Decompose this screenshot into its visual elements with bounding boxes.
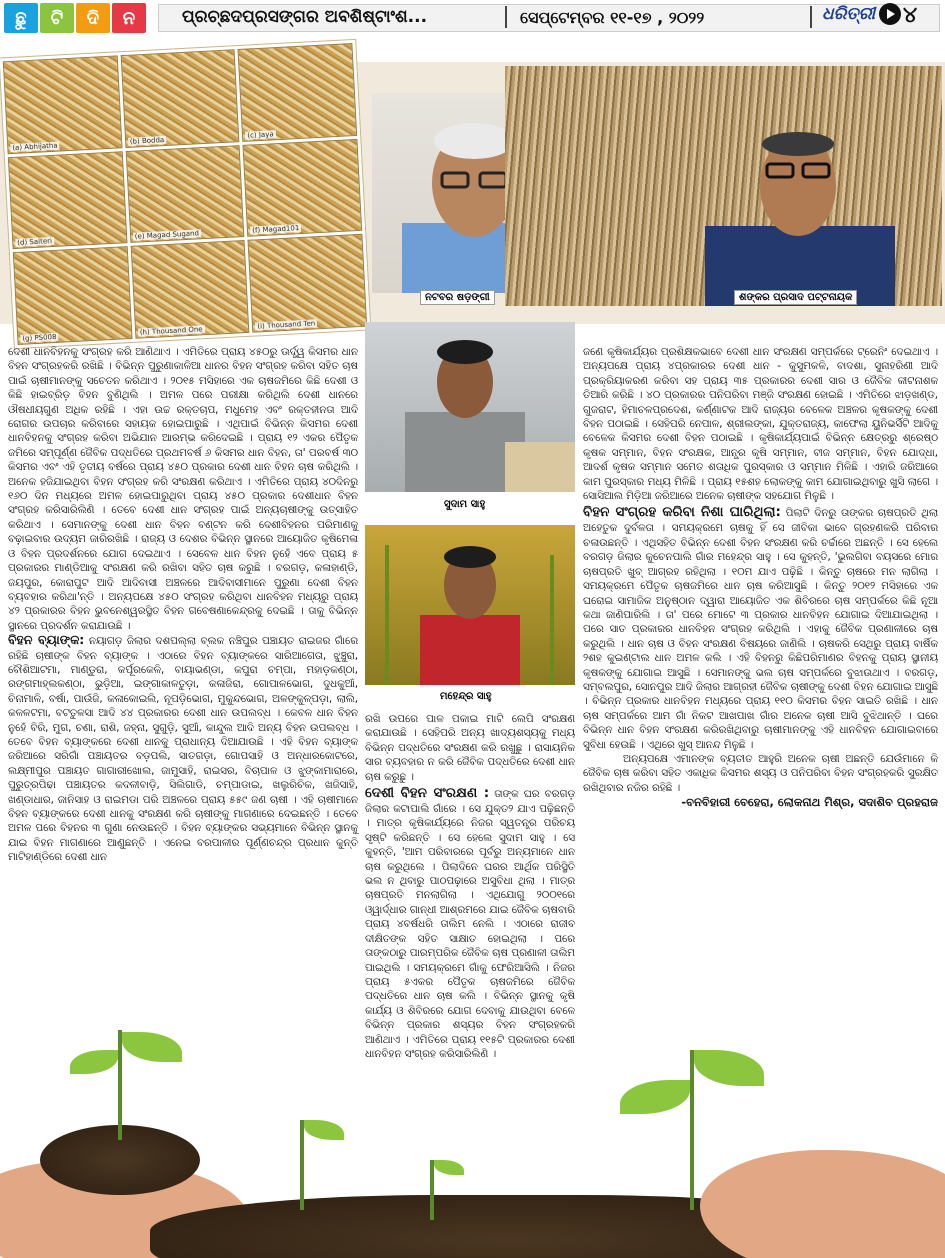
logo-tile-4: ନ: [112, 3, 146, 33]
rice-varieties-photo: [0, 39, 371, 349]
seedling-leaf: [694, 1050, 764, 1086]
section-heading: ଦେଶୀ ବିହନ ସଂରକ୍ଷଣ :: [365, 785, 490, 802]
section-logo: [4, 3, 146, 33]
article-paragraph: ରଖି ଉପରେ ପାଳ ପକାଇ ମାଟି ଲେପି ସଂରକ୍ଷଣ କରାଯାଉଛି । ସେହିପରି ଅନ୍ୟ ଖାଦ୍ୟଶସ୍ୟକୁ ମଧ୍ୟ ବିଭିନ୍ନ ପଦ୍ଧତିରେ ସଂରକ୍ଷଣ କରି ରଖୁଛୁ । ରାସାୟନିକ ସାର ବ୍ୟବହାର ନ କରି ଜୈବିକ ପଦ୍ଧତିରେ ଦେଶୀ ଧାନ ଚାଷ କରୁଛୁ ।: [365, 713, 575, 783]
logo-tile-1: ଛୁ: [4, 3, 38, 33]
logo-tile-3: ଦି: [76, 3, 110, 33]
article-column-3: [583, 345, 938, 1010]
grain-sample: (h) Thousand One: [130, 240, 249, 339]
grain-sample: (a) Abhijatha: [3, 55, 122, 154]
grain-sample: (c) Jaya: [238, 43, 357, 142]
article-paragraph: ବିହନ ସଂଗ୍ରହ କରିବା ନିଶା ଘାରିଥିଲା: ପିଲାଟି ଦିନରୁ ତାଙ୍କର ଚାଷପ୍ରତି ଥିଲା ଅହେତୁକ ଦୁର୍ବଳତା । ସମୟକ୍ରମେ ଚାଷକୁ ହିଁ ସେ ଜୀବିକା ଭାବେ ଗ୍ରହଣକରି ପରିବାର ଚଳାଉଛନ୍ତି । ଏଥିସହିତ ବିଭିନ୍ନ ଦେଶୀ ବିହନ ସଂରକ୍ଷଣ କରି ଚର୍ଚ୍ଚାରେ ଅଛନ୍ତି । ସେ ହେଲେ ବରଗଡ଼ ଜିଲାର କୁଚେନପାଲି ଗାଁର ମହେନ୍ଦ୍ର ସାହୁ । ସେ କୁହନ୍ତି, 'ଭୁଲଗିବା ବୟସରେ ମୋର ଚାଷପ୍ରତି ଖୁବ୍ ଆଗ୍ରହ ରହିଥିଲା । ୧୦ମ ଯାଏ ପଢ଼ିଛି । କିନ୍ତୁ ଚାଷରେ ମନ ଲାଗିଲା । ସମୟକ୍ରମେ ପୈତୃକ ଚାଷଜମିରେ ଧାନ ଚାଷ କରିଆସୁଛି । କିନ୍ତୁ ୨୦୧୨ ମସିହାରେ ଏକ ଘରୋଇ ସାମାଜିକ ଅନୁଷ୍ଠାନ ଦ୍ୱାରା ଆୟୋଜିତ ଏକ ଶିବିରରେ ଚାଷ ସମ୍ପର୍କରେ କିଛି ନୂଆ କଥା ଜାଣିପାରିଲି । ତା' ପରେ ମୋଟେ ୩ ପ୍ରକାର ଧାନବିହନ ଯୋଗାଇ ଦିଆଯାଇଥିଲା । ପରେ ସାତ ପ୍ରକାରର ଧାନବିହନ ସଂଗ୍ରହ କରିଥିଲି । ଏହାକୁ ଜୈବିକ ପ୍ରଣାଳୀରେ ଚାଷ କରୁଥିଲି । ଧାନ ଚାଷ ଓ ବିହନ ସଂରକ୍ଷଣ ବିଷୟରେ ଜାଣିଲି । ଚାଷକରି ସେଥିରୁ ପ୍ରାୟ ବାର୍ଷିକ ୨ଶହ କୁଇଣ୍ଟାଲ ଧାନ ଅମଳ କଲି । ଏହି ବିହନରୁ କିଛିପରିମାଣର ବିହନକୁ ପ୍ରାୟ ସ୍ଥାନୀୟ କୃଷକଙ୍କୁ ଯୋଗାଇ ଆସୁଛି । ସେମାନଙ୍କୁ ଭଲ ଚାଷ ସମ୍ପର୍କରେ ବୁଝାଉଥାଏ । ବରଗଡ଼, ସମ୍ବଲପୁର, ସୋନପୁର ଆଦି ଜିଲାର ଆଗ୍ରହୀ ଜୈବିକ ଚାଷୀଙ୍କୁ ଦେଶୀ ବିହନ ଯୋଗାଇ ଆସୁଛି । ବିଭିନ୍ନ ପ୍ରକାର ଧାନବିହନ ମଧ୍ୟରେ ପ୍ରାୟ ୧୧୦ କିସମର ବିହନ ସାଇତି ରଖିଛି । ଧାନ ଚାଷ ସମ୍ପର୍କରେ ଆମ ଗାଁ ନିକଟ ଆଖପାଖ ଗାଁର ଅନେକ ଚାଷୀ ଆସି ବୁଝିଥାନ୍ତି । ଘରେ ବିଭିନ୍ନ ଧାନ ବିହନ ସଂରକ୍ଷଣ କରିରଖିଥିବାରୁ ଚାଷୀମାନଙ୍କୁ ଏହି ଧାନବିହନ ଯୋଗାଇବାରେ ସୁବିଧା ହେଉଛି । ଏଥିରେ ଖୁସ୍ ଆନନ୍ଦ ମିଳୁଛି ।: [583, 504, 938, 751]
logo-tile-2: ଟି: [40, 3, 74, 33]
section-heading: ବିହନ ସଂଗ୍ରହ କରିବା ନିଶା ଘାରିଥିଲା:: [583, 504, 781, 521]
page-header: [0, 0, 945, 34]
section-heading: ବିହନ ବ୍ୟାଙ୍କ:: [8, 632, 85, 648]
seedling-hands-illustration: [0, 1010, 945, 1258]
seedling-leaf: [70, 1050, 118, 1074]
seedling-leaf: [434, 1160, 464, 1175]
article-paragraph: ଦେଶୀ ଧାନବିହନକୁ ସଂଗ୍ରହ କରି ଆଣିଥାଏ । ଏମିତିରେ ପ୍ରାୟ ୪୫୦ରୁ ଊର୍ଦ୍ଧ୍ୱ କିସମର ଧାନ ବିହନ ସଂଗ୍ରହକରି ରଖିଛି । ବିଭିନ୍ନ ପୁରୁଣାକାଳିଆ ଧାନର ବିହନ ସଂଗ୍ରହ କରିବା ସହିତ ଚାଷ ପାଇଁ ଚାଷୀମାନଙ୍କୁ ସଚେତନ କରିଥାଏ । ୨୦୧୫ ମସିହାରେ ଏକ ଚାଷଜମିରେ କିଛି ଦେଶୀ ଓ କିଛି ହାଇବ୍ରିଡ଼ ବିହନ ବୁଣିଥିଲି । ଅମଳ ପରେ ପରୀକ୍ଷା କରିଥିଲି ଦେଶୀ ଧାନରେ ଔଷଧୀୟଗୁଣ ଅଧିକ ରହିଛି । ଏହା ଉଚ୍ଚ ରକ୍ତଚାପ, ମଧୁମେହ ଏବଂ ରକ୍ତହୀନତା ଆଦି ରୋଗର ଉପଚାର କରିବାରେ ସହାୟକ ହୋଇପାରୁଛି । ଏଥିପାଇଁ ବିଭିନ୍ନ କିସମର ଦେଶୀ ଧାନବିହନକୁ ସଂଗ୍ରହ କରିବା ଅଭିଯାନ ଆରମ୍ଭ କରିଦେଇଛି । ପ୍ରାୟ ୧୨ ଏକର ପୈତୃକ ଜମିରେ ସମ୍ପୂର୍ଣ୍ଣ ଜୈବିକ ପଦ୍ଧତିରେ ପ୍ରଥମବର୍ଷ ୬ କିସମର ଧାନ ବିହନ, ତା' ପରବର୍ଷ ୩୦ କିସମର ଏବଂ ଏହି ତୃତୀୟ ବର୍ଷରେ ପ୍ରାୟ ୪୫୦ ପ୍ରକାର ଦେଶୀ ଧାନ ବିହନ ଚାଷ କରିଥିଲି । ଅନେକ ହଜିଯାଇଥିବା ବିହନ ସଂଗ୍ରହ କରି ସଂରକ୍ଷଣ କରିଥାଏ । ଏମିତିରେ ପ୍ରାୟ ୪୦ଦିନରୁ ୧୬୦ ଦିନ ମଧ୍ୟରେ ଅମଳ ହୋଇପାରୁଥିବା ପ୍ରାୟ ୪୫୦ ପ୍ରକାର ଦେଶୀଧାନ ବିହନ ସଂଗ୍ରହ କରିସାରିଲିଣି । ତେବେ ଦେଶୀ ଧାନ ସଂଗ୍ରହ ପାଇଁ ଅନ୍ୟଚାଷୀଙ୍କୁ ଉତ୍ସାହିତ କରିଥାଏ । ସେମାନଙ୍କୁ ଦେଶୀ ଧାନ ବିହନ ବଣ୍ଟନ କରି ଦେଶୀବିହନର ପରିମାଣକୁ ବଢ଼ାଇବାର ଉଦ୍ୟମ ଜାରିରଖିଛି । ରାଜ୍ୟ ଓ ଦେଶର ବିଭିନ୍ନ ସ୍ଥାନରେ ଆୟୋଜିତ କୃଷିମେଳା ଓ ବିହନ ପ୍ରଦର୍ଶନରେ ଯୋଗ ଦେଇଥାଏ । ସେବେଳ ଧାନ ବିହନ ନୁହେଁ ଏବେ ପ୍ରାୟ ୫ ପ୍ରକାରର ମାଣ୍ଡିଆକୁ ସଂରକ୍ଷଣ କରି ରଖିବା ସହିତ ଚାଷ କରୁଛି । ବରଗଡ଼, କଳାହାଣ୍ଡି, ଜୟପୁର, କୋରାପୁଟ ଆଦି ଆଦିବାସୀ ଅଞ୍ଚଳରେ ଆଦିବାସୀମାନେ ପୁରୁଣା ଦେଶୀ ବିହନ ବ୍ୟବହାର କରିଥା'ନ୍ତି । ଅନ୍ୟପକ୍ଷେ ୪୫୦ ସଂଗ୍ରହ କରିଥିବା ଧାନବିହନ ମଧ୍ୟରୁ ପ୍ରାୟ ୪୨ ପ୍ରକାରର ବିହନ ଭୁବନେଶ୍ୱରସ୍ଥିତ ବିହନ ଗବେଷଣାକେନ୍ଦ୍ରକୁ ଦେଇଛି । ତାକୁ ବିଭିନ୍ନ ସ୍ଥାନରେ ପ୍ରଦର୍ଶନ କରାଯାଉଛି ।: [8, 346, 358, 632]
play-icon: [879, 3, 901, 25]
grain-sample: (b) Bodda: [120, 49, 239, 148]
grain-sample: (f) Magad101: [243, 139, 362, 238]
seedling-leaf: [122, 1032, 182, 1062]
photo-caption-4: ମହେନ୍ଦ୍ର ସାହୁ: [436, 690, 496, 703]
brand-name: ଧରିତ୍ରୀ: [822, 4, 876, 24]
article-paragraph: ଜଣେ କୃଷିକାର୍ଯ୍ୟର ପ୍ରଶିକ୍ଷକଭାବେ ଦେଶୀ ଧାନ ସଂରକ୍ଷଣ ସମ୍ପର୍କରେ ଟ୍ରେନିଂ ଦେଇଥାଏ । ଅନ୍ୟପକ୍ଷେ ପ୍ରାୟ ୪ପ୍ରକାରର ଦେଶୀ ଧାନ - କୁସୁମକଳି, ବାଦଶା, ସୁନାହରିଣୀ ଆଦି ପ୍ରକ୍ରିୟାକରଣ କରିବା ସହ ପ୍ରାୟ ୩୫ ପ୍ରକାରର ଦେଶୀ ସାର ଓ ଜୈବିକ କୀଟନାଶକ ତିଆରି କରିଛି । ୪୦ ପ୍ରକାରର ପନିପରିବା ମଞ୍ଜି ସଂରକ୍ଷଣ ହୋଇଛି । ଏମିତିରେ ଝାଡ଼ଖଣ୍ଡ, ଗୁଜରାଟ, ହିମାଚଳପ୍ରଦେଶ, କର୍ଣ୍ଣାଟକ ଆଦି ରାଜ୍ୟର ବେଳେକ ଅଞ୍ଚଳର କୃଷକଙ୍କୁ ଦେଶୀ ବିହନ ପଠାଇଛି । ସେହିପରି ନେପାଳ, ଶ୍ରୀଲଙ୍କା, ଯୁକ୍ତରାଜ୍ୟ, କାଫେଲା ୟୁନିଭର୍ସିଟି ଆଦିକୁ ବେଳେକ କିସମର ଦେଶୀ ବିହନ ପଠାଇଛି । କୃଷିକାର୍ଯ୍ୟପାଇଁ ବିଭିନ୍ନ କ୍ଷେତ୍ରରୁ ଶ୍ରେଷ୍ଠ କୃଷକ ସମ୍ମାନ, ବିହନ ସଂରକ୍ଷକ, ଆନ୍ଧ୍ର କୃଷି ସମ୍ମାନ, ବୀଜ ସମ୍ମାନ, ବିହନ ଯୋଦ୍ଧା, ଆଦର୍ଶ କୃଷକ ସମ୍ମାନ ସମେତ ଶତାଧିକ ପୁରସ୍କାର ଓ ସମ୍ମାନ ମିଳିଛି । ଏହାରି ଜରିଆରେ କାମ ପୁରସ୍କାର ମଧ୍ୟ ମିଳିଛି । ପ୍ରାୟ ୧୫ଶହ ଲୋକଙ୍କୁ କାମ ଯୋଗାଇଥିବାରୁ ଖୁସି ଲାଗେ । ସୋସିଆଲ ମିଡ଼ିଆ ଜରିଆରେ ଅନେକ ଚାଷୀଙ୍କ ସହଯୋଗ ମିଳୁଛି ।: [583, 346, 938, 503]
article-paragraph: ଅନ୍ୟପକ୍ଷେ ଏମାନଙ୍କ ବ୍ୟତୀତ ଆହୁରି ଅନେକ ଚାଷୀ ଅଛନ୍ତି ଯେଉଁମାନେ କି ଜୈବିକ ଚାଷ କରିବା ସହିତ ଏକାଧିକ କିସମର ଶସ୍ୟ ଓ ପନିପରିବା ବିହନ ସଂଗ୍ରହକରି ସୁରକ୍ଷିତ ରଖିଥିବାର ନଜିର ରହିଛି ।: [583, 752, 938, 794]
header-divider: [810, 6, 812, 28]
grain-sample: (e) Magad Sugand: [125, 145, 244, 244]
grain-sample: (g) PS008: [13, 246, 132, 345]
photo-caption-2: ଶଙ୍କର ପ୍ରସାଦ ପଟ୍ଟନାୟକ: [734, 290, 857, 305]
seedling-leaf: [304, 1120, 344, 1140]
issue-date: ସେପ୍ଟେମ୍ବର ୧୧-୧୭ , ୨୦୨୨: [520, 8, 705, 27]
portrait-photo-4: [365, 525, 575, 685]
photo-caption-3: ସୁଦାମ ସାହୁ: [440, 498, 489, 511]
header-divider: [505, 6, 507, 28]
article-column-1: [8, 345, 358, 1005]
hand-right: [700, 1150, 945, 1258]
grain-sample: (i) Thousand Ten: [248, 234, 367, 333]
article-paragraph: ଦେଶୀ ବିହନ ସଂରକ୍ଷଣ : ତାଙ୍କ ଘର ବରଗଡ଼ ଜିଲାର କଟାପାଲି ଗାଁରେ । ସେ ଯୁକ୍ତ୨ ଯାଏ ପଢ଼ିଛନ୍ତି । ମାତ୍ର କୃଷିକାର୍ଯ୍ୟରେ ନିଜର ସ୍ୱତନ୍ତ୍ର ପରିଚୟ ସୃଷ୍ଟି କରିଛନ୍ତି । ସେ ହେଲେ ସୁଦାମ ସାହୁ । ସେ କୁହନ୍ତି, 'ଆମ ପରିବାରରେ ପୂର୍ବରୁ ଅନ୍ୟମାନେ ଧାନ ଚାଷ କରୁଥିଲେ । ପିଲାଦିନେ ଘରର ଆର୍ଥିକ ପରିସ୍ଥିତି ଭଲ ନ ଥିବାରୁ ପାଠପଢ଼ାରେ ଅସୁବିଧା ଥିଲା । ମାତ୍ର ଚାଷପ୍ରତି ମନଲାଗିଲା । ଏଥିଯୋଗୁ ୨୦୦୧ରେ ଓ୍ୱାର୍ଦ୍ଧାର ଗାନ୍ଧୀ ଆଶ୍ରମରେ ଯାଇ ଜୈବିକ ଚାଷବାରି ପ୍ରାୟ ୪ବର୍ଷଧରି ତାଲିମ ନେଲି । ଏଠାରେ ରାଜୀବ ଦୀକ୍ଷିତଙ୍କ ସହିତ ସାକ୍ଷାତ ହୋଇଥିଲା । ପରେ ତାଙ୍କଠାରୁ ପାରମ୍ପରିକ ଜୈବିକ ଚାଷ ପ୍ରଣାଳୀ ତାଲିମ ପାଇଥିଲି । ସମୟକ୍ରମେ ଗାଁକୁ ଫେରିଆସିଲି । ନିଜର ପ୍ରାୟ ୫ଏକର ପୈତୃକ ଚାଷଜମିରେ ଜୈବିକ ପଦ୍ଧତିରେ ଧାନ ଚାଷ କଲି । ବିଭିନ୍ନ ସ୍ଥାନକୁ କୃଷି କାର୍ଯ୍ୟ ଓ ଶିବିରରେ ଯୋଗ ଦେବାକୁ ଯାଉଥିବା ବେଳେ ବିଭିନ୍ନ ପ୍ରକାର ଶସ୍ୟର ବିହନ ସଂଗ୍ରହକରି ଆଣିଥାଏ । ଏମିତିରେ ପ୍ରାୟ ୧୧୫ଟି ପ୍ରକାରର ଦେଶୀ ଧାନବିହନ ସଂଗ୍ରହ କରିସାରିଲିଣି ।: [365, 785, 575, 1060]
portrait-photo-3: [365, 322, 575, 492]
seedling-stem: [118, 1030, 122, 1140]
seedling-leaf: [620, 1080, 690, 1114]
article-paragraph: ବିହନ ବ୍ୟାଙ୍କ: ନୟାଗଡ଼ ଜିଲାର ଦଶପଲ୍ଲା ବ୍ଲକ ନଞ୍ଚିପୁର ପଞ୍ଚାୟତ ରାଇଜର ଗାଁରେ ରହିଛି ଚାଷୀଙ୍କ ବିହନ ବ୍ୟାଙ୍କ । ଏଠାରେ ବିହନ ବ୍ୟାଙ୍କରେ ସାରିଆଗେତା, ଝୁଞ୍ଚୁରା, ବୌଶିଆଟମା, ମାଣ୍ଡୁରା, କର୍ପୂରକେଳି, ବାୟାଭଣ୍ଡା, କପୁରା ଚମ୍ପା, ମହାଡ଼କଣ୍ଠା, ରଙ୍ଗମାହ୍ଲକଣ୍ଠା, ଭୁଡ଼ିଆ, ଇଙ୍ଗାକାଳତୁଡ଼ା, କଳାଜିରା, ଗୋପାଳଭୋଗ, ଦୁଧକୁଆଁ, ଚିନାମାଳି, ବର୍ଷା, ପାଉଁଜି, କଳାକୋଇଲି, ନୂପଡ଼ିଭୋଗ, ମୁକୁନ୍ଦଭୋଗ, ଅଳଙ୍କୁଳ୍ପଡ଼ା, ଲାଲି, କଳଳଟମା, ବଟତୁଳସା ଆଦି ୪୪ ପ୍ରକାରର ଦେଶୀ ଧାନ ଉପଲବ୍ଧ । କେବଳ ଧାନ ବିହନ ନୁହେଁ ବିରି, ମୁଗ, ଚଣା, ରାଶି, ଜହ୍ନା, ସୁଗୁଡ଼ି, ସୁଆଁ, କାନ୍ଦୁଲ ଆଦି ଅନ୍ୟ ବିହନ ଉପଲବ୍ଧ । ତେବେ ବିହନ ବ୍ୟାଙ୍କରେ ଦେଶୀ ଧାନକୁ ପ୍ରାଧାନ୍ୟ ଦିଆଯାଉଛି । ଏହି ବିହନ ବ୍ୟାଙ୍କ ଜରିଆରେ ସରିଗାଁ ପଞ୍ଚାୟତର ବଡ଼ପଲି, ସାତଗଡ଼ା, ଗୋପସାହି ଓ ଅନ୍ଧାରକୋଟରେ, ଲକ୍ଷ୍ମୀପୁର ପଞ୍ଚାୟତ ଗାଗାରୀଖୋଲ, ଜାମୁସାହି, ରାଇସର, ବିଚାପାଳ ଓ ଝୁଙ୍କାମାରାରେ, ପୁରୁତ୍ରପିଢା ପଞ୍ଚାୟତର କଦଳୀବାଡ଼ି, ସିଲିଗାଡି, ଚମ୍ପାଡାଇ, ଖଲୁରିଚିକ, ଖଜିସାହି, ଖଣ୍ଡାଧାର, ଜାନିସାହ ଓ ରାଇମଡା ପରି ଅଞ୍ଚଳରେ ପ୍ରାୟ ୫୫୯ ଜଣ ଚାଷୀ । ଏହି ଚାଷୀମାନେ ବିହନ ବ୍ୟାଙ୍କରେ ଦେଶୀ ଧାନକୁ ସଂରକ୍ଷଣ କରି ଚାଷୀଙ୍କୁ ମାଗଣାରେ ଦେଇଛନ୍ତି । ତେବେ ଅମଳ ପରେ ବିହନର ୩ ଗୁଣା ନେଉଛନ୍ତି । ବିହନ ବ୍ୟାଙ୍କର ସଭ୍ୟମାନେ ବିଭିନ୍ନ ସ୍ଥାନକୁ ଯାଇ ବିହନ ମାଗଣାରେ ଆଣୁଛନ୍ତି । ଏନେଇ ବରପାଳୀର ପୂର୍ଣ୍ଣଚନ୍ଦ୍ର ପ୍ରଧାନ କୁନ୍ତି ମାଟିହାଣ୍ଡିରେ ଦେଶୀ ଧାନ: [8, 632, 358, 864]
page-number: ୪: [903, 3, 918, 28]
brand-mark: [822, 3, 901, 25]
portrait-photo-2: [505, 66, 942, 306]
article-column-2: [365, 712, 575, 1060]
grain-sample: (d) Salteri: [8, 151, 127, 250]
seedling-stem: [690, 1050, 694, 1210]
page-headline: ପ୍ରଚ୍ଛଦପ୍ରସଙ୍ଗର ଅବଶିଷ୍ଟାଂଶ...: [182, 7, 428, 27]
seedling-stem: [430, 1160, 434, 1220]
seedling-stem: [300, 1120, 304, 1210]
photo-caption-1: ନଟବର ଷଡ଼ଙ୍ଗୀ: [420, 290, 495, 305]
article-byline: -ବନବିହାରୀ ବେହେରା, ଲୋକନାଥ ମିଶ୍ର, ସଦାଶିବ ପ୍ରହରାଜ: [681, 795, 938, 810]
